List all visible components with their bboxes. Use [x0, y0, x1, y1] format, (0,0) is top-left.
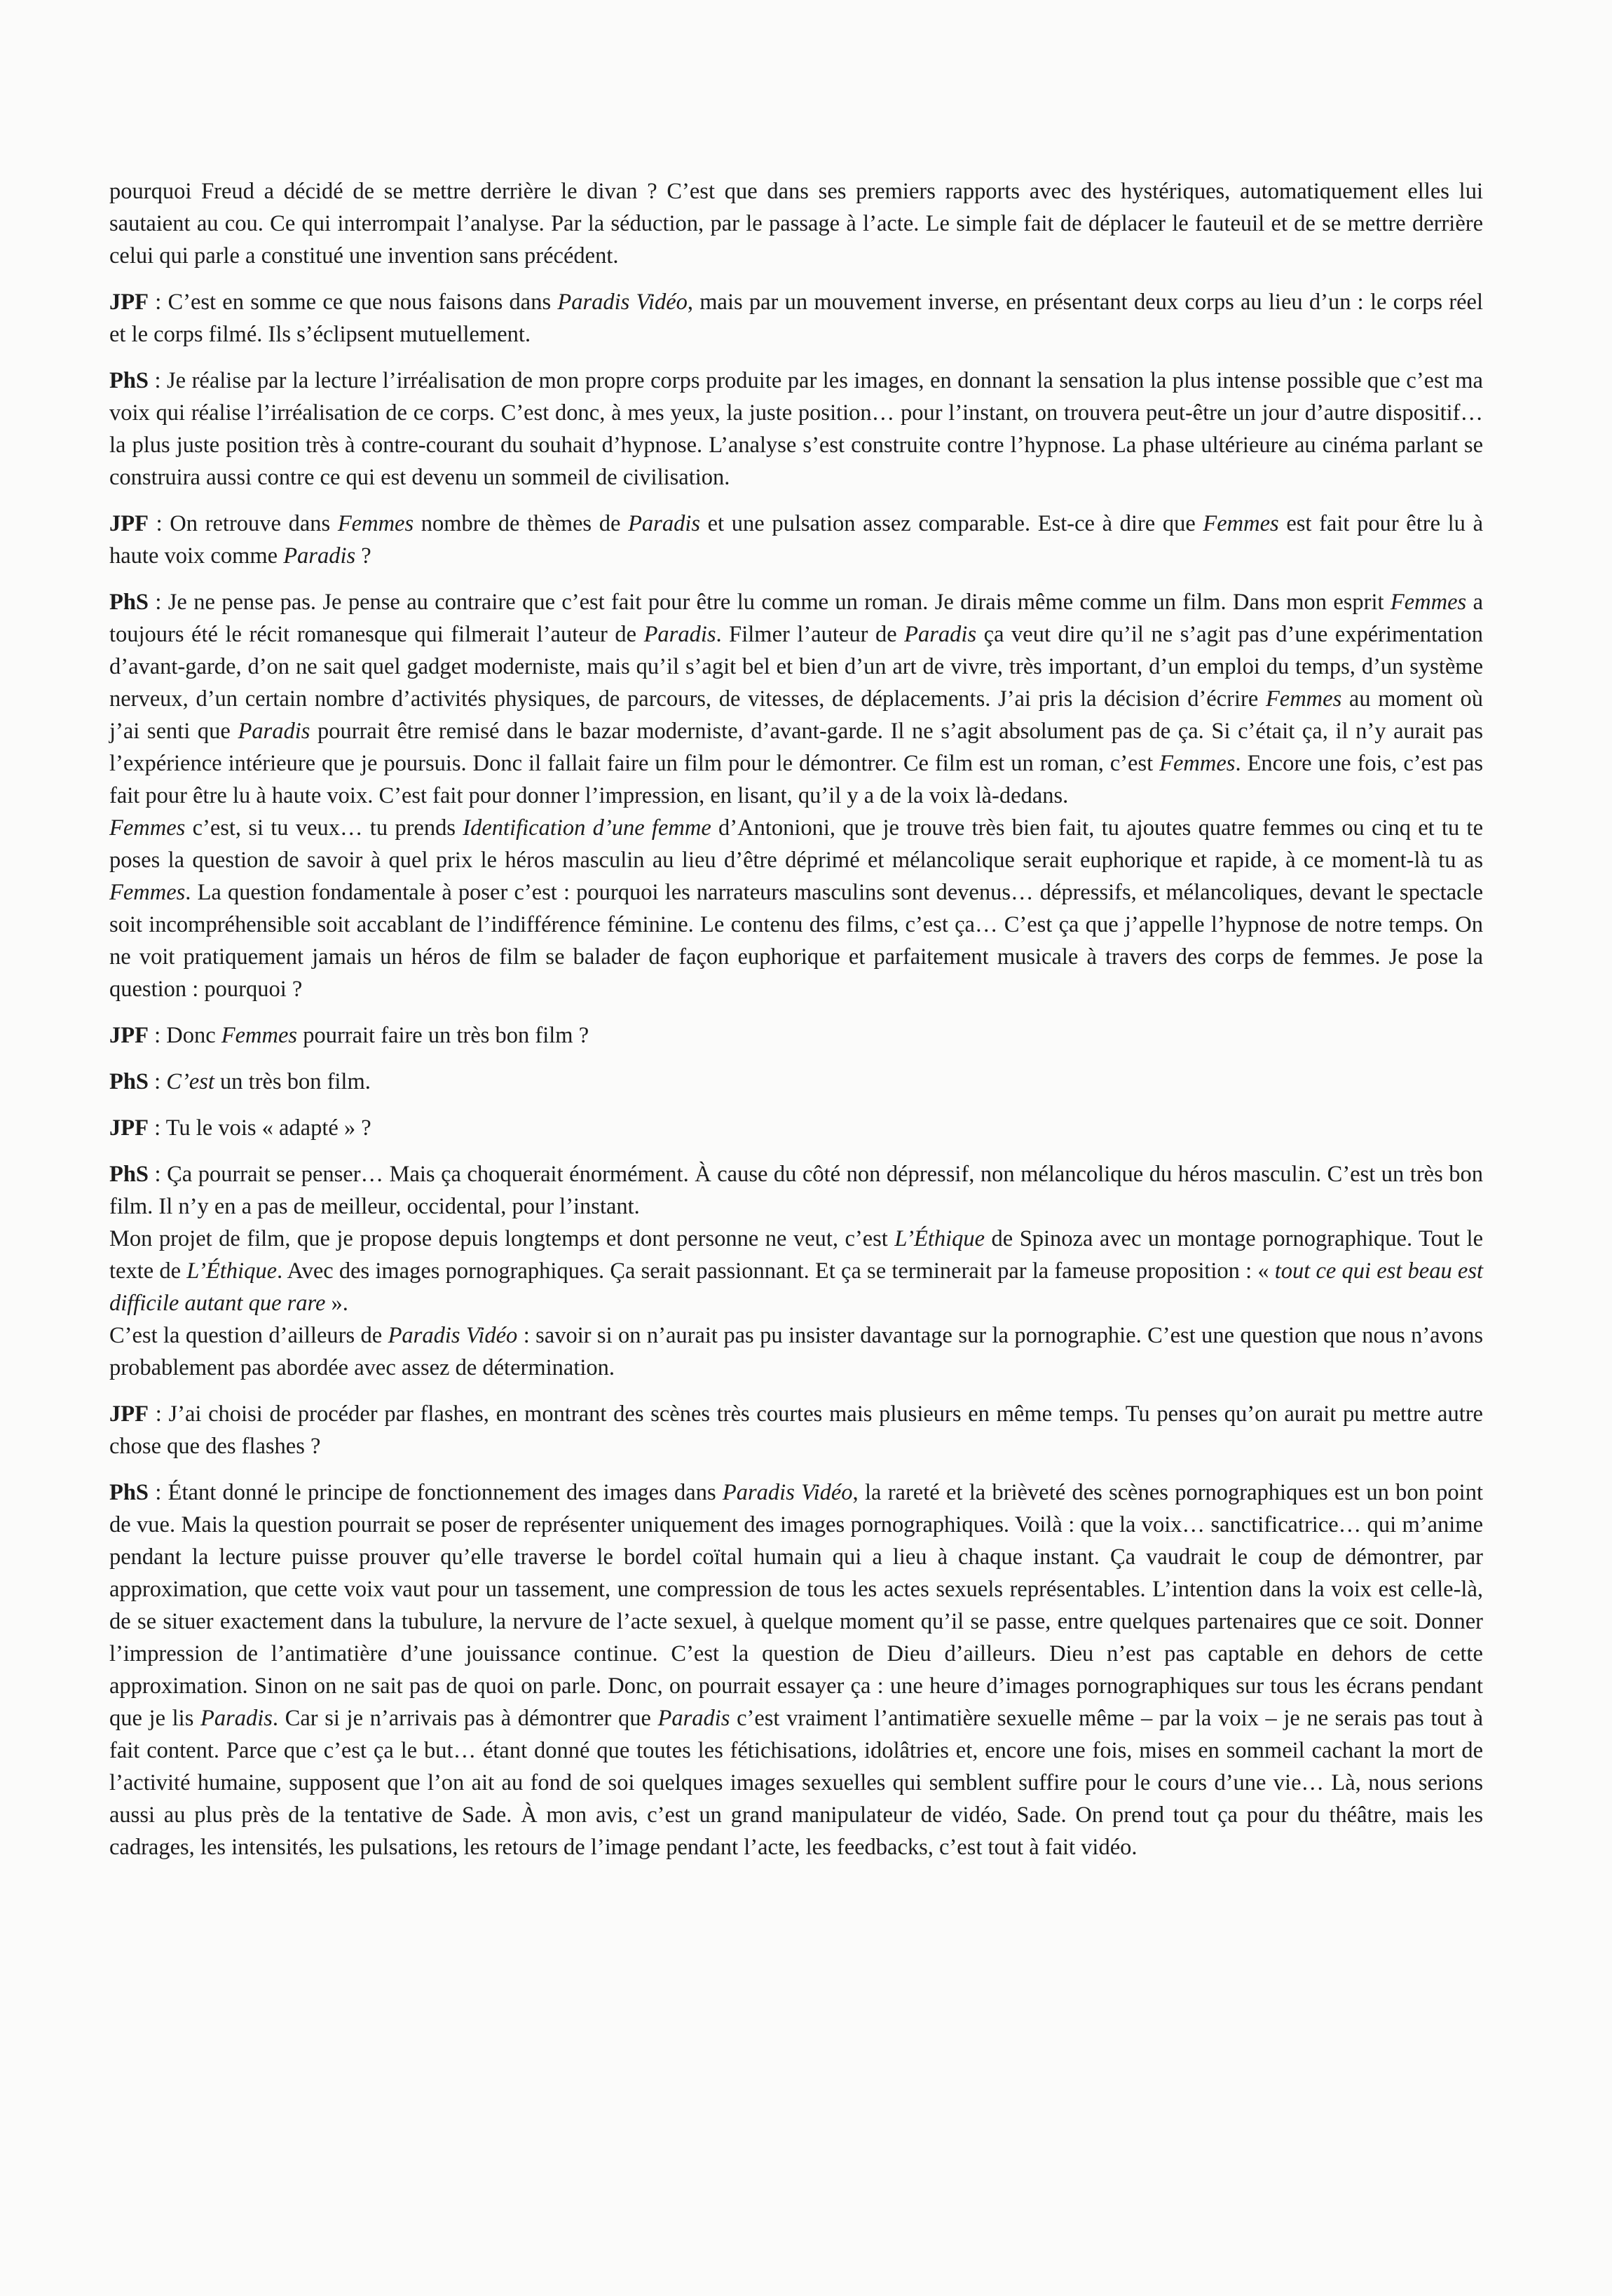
paragraph: [109, 175, 1483, 272]
italic-text: Paradis Vidéo: [722, 1480, 853, 1505]
text-run: c’est vraiment l’antimatière sexuelle même – par la voix – je ne serais pas tout à fait content. Parce que c’est ça le but… étant donné que toutes les fétichisations, idolâtries et, encore une fois, mises en sommeil cachant la mort de l’activité humaine, supposent que l’on ait au fond de soi quelques images sexuelles qui semblent suffire pour le cours d’une vie… Là, nous serions aussi au plus près de la tentative de Sade. À mon avis, c’est un grand manipulateur de vidéo, Sade. On prend tout ça pour du théâtre, mais les cadrages, les intensités, les pulsations, les retours de l’image pendant l’acte, les feedbacks, c’est tout à fait vidéo.: [109, 1706, 1483, 1860]
text-run: est fait pour être lu à haute voix comme: [109, 511, 1483, 569]
text-run: , mais par un mouvement inverse, en présentant deux corps au lieu d’un : le corps réel et le corps filmé. Ils s’éclipsent mutuellement.: [109, 290, 1483, 347]
text-run: : J’ai choisi de procéder par flashes, en montrant des scènes très courtes mais plusieurs en même temps. Tu penses qu’on aurait pu mettre autre chose que des flashes ?: [109, 1401, 1483, 1459]
text-run: un très bon film.: [214, 1069, 371, 1094]
italic-text: Paradis: [657, 1706, 730, 1731]
text-run: : Donc: [148, 1023, 221, 1048]
speaker-label: JPF: [109, 290, 149, 315]
italic-text: Paradis: [283, 543, 356, 569]
italic-text: Femmes: [1203, 511, 1279, 536]
text-run: : Tu le vois « adapté » ?: [148, 1115, 371, 1141]
text-run: ?: [355, 543, 371, 569]
paragraph: [109, 586, 1483, 812]
italic-text: Femmes: [221, 1023, 298, 1048]
text-run: ça veut dire qu’il ne s’agit pas d’une expérimentation d’avant-garde, d’on ne sait quel gadget moderniste, mais qu’il s’agit bel et bien d’un art de vivre, très important, d’un emploi du temps, d’un système nerveux, d’un certain nombre d’activités physiques, de parcours, de vitesses, de déplacements. J’ai pris la décision d’écrire: [109, 622, 1483, 712]
text-run: : Étant donné le principe de fonctionnement des images dans: [149, 1480, 723, 1505]
paragraph: [109, 508, 1483, 572]
italic-text: Identification d’une femme: [463, 815, 711, 841]
speaker-label: PhS: [109, 1069, 149, 1094]
text-run: pourrait être remisé dans le bazar moderniste, d’avant-garde. Il ne s’agit absolument pas de ça. Si c’était ça, il n’y aurait pas l’expérience intérieure que je poursuis. Donc il fallait faire un film pour le démontrer. Ce film est un roman, c’est: [109, 719, 1483, 776]
text-run: Mon projet de film, que je propose depuis longtemps et dont personne ne veut, c’est: [109, 1226, 895, 1251]
speaker-label: PhS: [109, 368, 149, 393]
speaker-label: JPF: [109, 1401, 149, 1427]
text-run: pourrait faire un très bon film ?: [297, 1023, 589, 1048]
speaker-label: PhS: [109, 1480, 149, 1505]
text-run: : Je ne pense pas. Je pense au contraire que c’est fait pour être lu comme un roman. Je dirais même comme un film. Dans mon esprit: [149, 590, 1391, 615]
paragraph: [109, 1112, 1483, 1144]
text-run: . Filmer l’auteur de: [716, 622, 905, 647]
italic-text: Femmes: [337, 511, 414, 536]
paragraph: [109, 1476, 1483, 1863]
text-run: a toujours été le récit romanesque qui filmerait l’auteur de: [109, 590, 1483, 647]
italic-text: Femmes: [1390, 590, 1467, 615]
italic-text: L’Éthique: [894, 1226, 985, 1251]
speaker-label: JPF: [109, 1115, 149, 1141]
paragraph: [109, 1223, 1483, 1319]
paragraph: [109, 1019, 1483, 1052]
text-run: ».: [325, 1291, 348, 1316]
paragraph: [109, 365, 1483, 494]
italic-text: tout ce qui est beau est difficile autant que rare: [109, 1258, 1483, 1316]
italic-text: Femmes: [1265, 686, 1342, 712]
italic-text: Femmes: [1159, 751, 1236, 776]
italic-text: Paradis: [643, 622, 716, 647]
text-run: de Spinoza avec un montage pornographique. Tout le texte de: [109, 1226, 1483, 1284]
text-run: , la rareté et la brièveté des scènes pornographiques est un bon point de vue. Mais la question pourrait se poser de représenter uniquement des images pornographiques. Voilà : que la voix… sanctificatrice… qui m’anime pendant la lecture puisse prouver qu’elle traverse le bordel coïtal humain qui a lieu à chaque instant. Ça vaudrait le coup de démontrer, par approximation, que cette voix vaut pour un tassement, une compression de tous les actes sexuels représentables. L’intention dans la voix est celle-là, de se situer exactement dans la tubulure, la nervure de l’acte sexuel, à quelque moment qu’il se passe, entre quelques partenaires que ce soit. Donner l’impression de l’antimatière d’une jouissance continue. C’est la question de Dieu d’ailleurs. Dieu n’est pas captable en dehors de cette approximation. Sinon on ne sait pas de quoi on parle. Donc, on pourrait essayer ça : une heure d’images pornographiques sur tous les écrans pendant que je lis: [109, 1480, 1483, 1731]
text-run: : C’est en somme ce que nous faisons dans: [148, 290, 558, 315]
speaker-label: JPF: [109, 511, 149, 536]
italic-text: Paradis Vidéo: [557, 290, 688, 315]
italic-text: Paradis: [904, 622, 977, 647]
speaker-label: PhS: [109, 590, 149, 615]
speaker-label: JPF: [109, 1023, 149, 1048]
text-run: C’est la question d’ailleurs de: [109, 1323, 388, 1348]
text-run: :: [149, 1069, 167, 1094]
italic-text: Femmes: [109, 880, 186, 905]
italic-text: C’est: [166, 1069, 214, 1094]
text-run: et une pulsation assez comparable. Est-ce à dire que: [700, 511, 1203, 536]
paragraph: [109, 1158, 1483, 1223]
document-body: [109, 175, 1483, 1877]
text-run: d’Antonioni, que je trouve très bien fait, tu ajoutes quatre femmes ou cinq et tu te poses la question de savoir à quel prix le héros masculin au lieu d’être déprimé et mélancolique serait euphorique et rapide, à ce moment-là tu as: [109, 815, 1483, 873]
text-run: c’est, si tu veux… tu prends: [185, 815, 463, 841]
paragraph: [109, 1319, 1483, 1384]
text-run: : savoir si on n’aurait pas pu insister davantage sur la pornographie. C’est une question que nous n’avons probablement pas abordée avec assez de détermination.: [109, 1323, 1483, 1380]
text-run: : Je réalise par la lecture l’irréalisation de mon propre corps produite par les images, en donnant la sensation la plus intense possible que c’est ma voix qui réalise l’irréalisation de ce corps. C’est donc, à mes yeux, la juste position… pour l’instant, on trouvera peut-être un jour d’autre dispositif… la plus juste position très à contre-courant du souhait d’hypnose. L’analyse s’est construite contre l’hypnose. La phase ultérieure au cinéma parlant se construira aussi contre ce qui est devenu un sommeil de civilisation.: [109, 368, 1483, 490]
italic-text: L’Éthique: [186, 1258, 277, 1284]
paragraph: [109, 1398, 1483, 1462]
italic-text: Femmes: [109, 815, 186, 841]
italic-text: Paradis Vidéo: [388, 1323, 518, 1348]
paragraph: [109, 286, 1483, 351]
text-run: pourquoi Freud a décidé de se mettre derrière le divan ? C’est que dans ses premiers rapports avec des hystériques, automatiquement elles lui sautaient au cou. Ce qui interrompait l’analyse. Par la séduction, par le passage à l’acte. Le simple fait de déplacer le fauteuil et de se mettre derrière celui qui parle a constitué une invention sans précédent.: [109, 179, 1483, 269]
text-run: au moment où j’ai senti que: [109, 686, 1483, 744]
italic-text: Paradis: [200, 1706, 273, 1731]
italic-text: Paradis: [238, 719, 310, 744]
text-run: . Car si je n’arrivais pas à démontrer que: [272, 1706, 658, 1731]
text-run: : Ça pourrait se penser… Mais ça choquerait énormément. À cause du côté non dépressif, non mélancolique du héros masculin. C’est un très bon film. Il n’y en a pas de meilleur, occidental, pour l’instant.: [109, 1162, 1483, 1219]
text-run: . Avec des images pornographiques. Ça serait passionnant. Et ça se terminerait par la fameuse proposition : «: [277, 1258, 1275, 1284]
paragraph: [109, 812, 1483, 1005]
text-run: : On retrouve dans: [148, 511, 338, 536]
speaker-label: PhS: [109, 1162, 149, 1187]
italic-text: Paradis: [628, 511, 700, 536]
text-run: nombre de thèmes de: [414, 511, 629, 536]
text-run: . Encore une fois, c’est pas fait pour être lu à haute voix. C’est fait pour donner l’impression, en lisant, qu’il y a de la voix là-dedans.: [109, 751, 1483, 808]
paragraph: [109, 1066, 1483, 1098]
text-run: . La question fondamentale à poser c’est : pourquoi les narrateurs masculins sont devenus… dépressifs, et mélancoliques, devant le spectacle soit incompréhensible soit accablant de l’indifférence féminine. Le contenu des films, c’est ça… C’est ça que j’appelle l’hypnose de notre temps. On ne voit pratiquement jamais un héros de film se balader de façon euphorique et parfaitement musicale à travers des corps de femmes. Je pose la question : pourquoi ?: [109, 880, 1483, 1002]
